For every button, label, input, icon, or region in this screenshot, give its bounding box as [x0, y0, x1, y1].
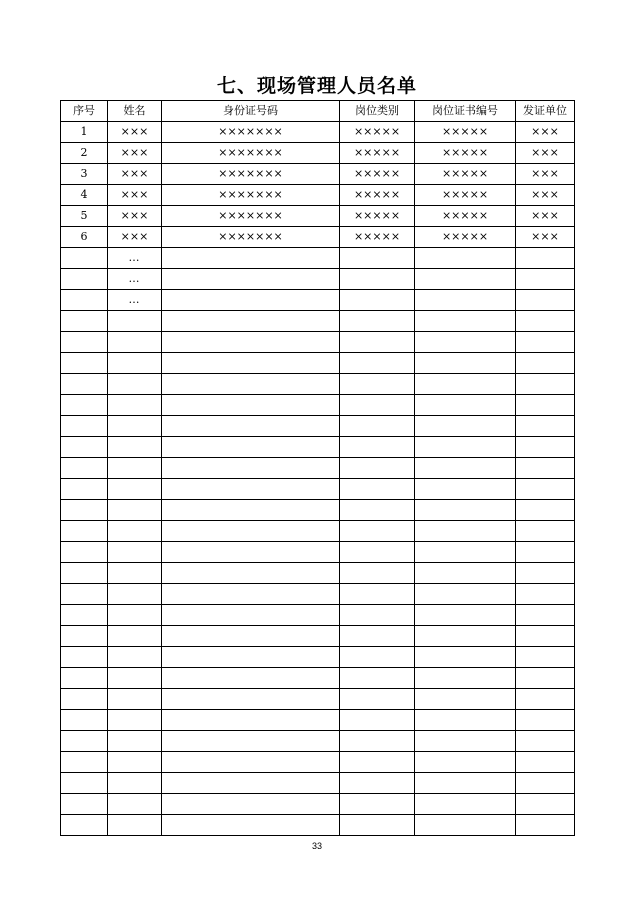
cell-certificate-number	[415, 584, 516, 605]
cell-issuing-authority	[516, 332, 575, 353]
cell-name	[108, 689, 162, 710]
cell-issuing-authority	[516, 605, 575, 626]
table-row	[61, 794, 575, 815]
cell-name	[108, 500, 162, 521]
table-row	[61, 584, 575, 605]
cell-name	[108, 647, 162, 668]
cell-position-category	[340, 521, 415, 542]
cell-id-number	[162, 353, 340, 374]
cell-name	[108, 794, 162, 815]
cell-certificate-number	[415, 332, 516, 353]
cell-index	[61, 374, 108, 395]
table-row	[61, 290, 575, 311]
cell-name	[108, 584, 162, 605]
table-row	[61, 500, 575, 521]
cell-index	[61, 479, 108, 500]
cell-certificate-number: ×××××	[415, 227, 516, 248]
cell-position-category	[340, 500, 415, 521]
cell-name	[108, 395, 162, 416]
cell-index: 3	[61, 164, 108, 185]
cell-id-number	[162, 416, 340, 437]
cell-index: 2	[61, 143, 108, 164]
cell-issuing-authority	[516, 437, 575, 458]
cell-certificate-number: ×××××	[415, 122, 516, 143]
cell-certificate-number	[415, 374, 516, 395]
cell-name	[108, 815, 162, 836]
cell-position-category	[340, 542, 415, 563]
table-row	[61, 479, 575, 500]
cell-certificate-number	[415, 500, 516, 521]
cell-position-category	[340, 374, 415, 395]
cell-issuing-authority	[516, 794, 575, 815]
cell-name	[108, 479, 162, 500]
cell-issuing-authority	[516, 710, 575, 731]
table-row	[61, 458, 575, 479]
cell-issuing-authority	[516, 395, 575, 416]
cell-id-number: ×××××××	[162, 206, 340, 227]
table-row	[61, 521, 575, 542]
cell-name: ×××	[108, 164, 162, 185]
cell-id-number	[162, 710, 340, 731]
cell-index	[61, 542, 108, 563]
cell-position-category	[340, 584, 415, 605]
cell-certificate-number	[415, 668, 516, 689]
cell-index	[61, 395, 108, 416]
cell-name	[108, 416, 162, 437]
cell-id-number	[162, 269, 340, 290]
cell-name	[108, 731, 162, 752]
cell-index	[61, 605, 108, 626]
cell-index	[61, 668, 108, 689]
cell-name: …	[108, 269, 162, 290]
cell-position-category	[340, 437, 415, 458]
table-row	[61, 437, 575, 458]
cell-issuing-authority	[516, 731, 575, 752]
cell-index	[61, 752, 108, 773]
header-issuing-authority: 发证单位	[516, 101, 575, 122]
cell-position-category	[340, 794, 415, 815]
cell-position-category	[340, 479, 415, 500]
cell-issuing-authority	[516, 563, 575, 584]
cell-id-number	[162, 332, 340, 353]
cell-index: 4	[61, 185, 108, 206]
cell-issuing-authority	[516, 458, 575, 479]
table-row	[61, 647, 575, 668]
cell-issuing-authority: ×××	[516, 143, 575, 164]
cell-certificate-number	[415, 626, 516, 647]
table-row	[61, 542, 575, 563]
table-row	[61, 374, 575, 395]
cell-issuing-authority	[516, 290, 575, 311]
cell-position-category	[340, 710, 415, 731]
table-row	[61, 395, 575, 416]
cell-position-category	[340, 269, 415, 290]
cell-issuing-authority	[516, 500, 575, 521]
cell-name: ×××	[108, 206, 162, 227]
cell-index	[61, 458, 108, 479]
cell-index	[61, 689, 108, 710]
cell-position-category	[340, 563, 415, 584]
cell-issuing-authority	[516, 626, 575, 647]
cell-issuing-authority	[516, 248, 575, 269]
cell-certificate-number	[415, 563, 516, 584]
cell-id-number	[162, 647, 340, 668]
cell-issuing-authority: ×××	[516, 164, 575, 185]
table-row	[61, 563, 575, 584]
cell-name: …	[108, 290, 162, 311]
table-row	[61, 752, 575, 773]
cell-position-category	[340, 290, 415, 311]
cell-id-number	[162, 626, 340, 647]
table-row	[61, 122, 575, 143]
cell-name	[108, 437, 162, 458]
cell-id-number	[162, 500, 340, 521]
cell-index	[61, 290, 108, 311]
cell-issuing-authority: ×××	[516, 206, 575, 227]
cell-id-number	[162, 668, 340, 689]
cell-issuing-authority: ×××	[516, 122, 575, 143]
table-row	[61, 710, 575, 731]
header-position-category: 岗位类别	[340, 101, 415, 122]
cell-name	[108, 752, 162, 773]
table-row	[61, 689, 575, 710]
cell-name	[108, 626, 162, 647]
cell-certificate-number: ×××××	[415, 185, 516, 206]
cell-index	[61, 416, 108, 437]
table-row	[61, 416, 575, 437]
cell-name	[108, 458, 162, 479]
cell-index	[61, 710, 108, 731]
cell-index: 5	[61, 206, 108, 227]
cell-issuing-authority	[516, 479, 575, 500]
cell-index	[61, 563, 108, 584]
cell-position-category	[340, 458, 415, 479]
cell-id-number	[162, 437, 340, 458]
header-id-number: 身份证号码	[162, 101, 340, 122]
cell-certificate-number	[415, 416, 516, 437]
cell-issuing-authority	[516, 269, 575, 290]
table-row	[61, 311, 575, 332]
cell-certificate-number	[415, 248, 516, 269]
cell-name: ×××	[108, 143, 162, 164]
cell-id-number	[162, 752, 340, 773]
cell-index	[61, 731, 108, 752]
cell-position-category	[340, 773, 415, 794]
cell-certificate-number	[415, 815, 516, 836]
header-name: 姓名	[108, 101, 162, 122]
cell-issuing-authority	[516, 815, 575, 836]
cell-index	[61, 500, 108, 521]
table-header-row	[61, 101, 575, 122]
table-row	[61, 626, 575, 647]
cell-certificate-number	[415, 437, 516, 458]
cell-position-category: ×××××	[340, 185, 415, 206]
cell-id-number	[162, 458, 340, 479]
table-row	[61, 353, 575, 374]
cell-id-number: ×××××××	[162, 122, 340, 143]
cell-certificate-number	[415, 458, 516, 479]
table-row	[61, 164, 575, 185]
cell-id-number	[162, 248, 340, 269]
cell-name	[108, 521, 162, 542]
cell-position-category: ×××××	[340, 122, 415, 143]
table-row	[61, 815, 575, 836]
cell-name	[108, 563, 162, 584]
cell-name	[108, 773, 162, 794]
cell-name: ×××	[108, 227, 162, 248]
cell-index	[61, 269, 108, 290]
cell-position-category	[340, 815, 415, 836]
cell-position-category	[340, 605, 415, 626]
cell-issuing-authority	[516, 311, 575, 332]
cell-id-number	[162, 311, 340, 332]
cell-name	[108, 311, 162, 332]
cell-index	[61, 584, 108, 605]
cell-name	[108, 332, 162, 353]
cell-position-category	[340, 647, 415, 668]
cell-position-category	[340, 395, 415, 416]
cell-issuing-authority	[516, 542, 575, 563]
table-row	[61, 269, 575, 290]
table-row	[61, 773, 575, 794]
cell-id-number	[162, 542, 340, 563]
cell-position-category	[340, 332, 415, 353]
cell-certificate-number	[415, 710, 516, 731]
cell-certificate-number	[415, 290, 516, 311]
cell-position-category	[340, 416, 415, 437]
cell-issuing-authority	[516, 584, 575, 605]
cell-index	[61, 353, 108, 374]
cell-certificate-number	[415, 773, 516, 794]
cell-issuing-authority	[516, 773, 575, 794]
cell-name	[108, 605, 162, 626]
cell-index	[61, 647, 108, 668]
cell-certificate-number	[415, 353, 516, 374]
staff-roster-table	[60, 100, 575, 836]
cell-id-number	[162, 395, 340, 416]
cell-issuing-authority	[516, 668, 575, 689]
cell-id-number	[162, 374, 340, 395]
cell-index	[61, 437, 108, 458]
cell-issuing-authority	[516, 752, 575, 773]
table-row	[61, 248, 575, 269]
header-certificate-number: 岗位证书编号	[415, 101, 516, 122]
cell-index	[61, 311, 108, 332]
cell-certificate-number	[415, 311, 516, 332]
cell-id-number	[162, 605, 340, 626]
cell-index	[61, 815, 108, 836]
table-row	[61, 605, 575, 626]
cell-position-category	[340, 626, 415, 647]
cell-certificate-number	[415, 521, 516, 542]
cell-position-category	[340, 248, 415, 269]
cell-issuing-authority	[516, 647, 575, 668]
cell-position-category	[340, 731, 415, 752]
cell-position-category	[340, 353, 415, 374]
cell-id-number	[162, 773, 340, 794]
cell-position-category	[340, 689, 415, 710]
cell-index	[61, 332, 108, 353]
cell-issuing-authority: ×××	[516, 185, 575, 206]
cell-name: ×××	[108, 185, 162, 206]
cell-id-number: ×××××××	[162, 185, 340, 206]
cell-name	[108, 710, 162, 731]
table-body	[61, 122, 575, 836]
cell-id-number	[162, 731, 340, 752]
header-index: 序号	[61, 101, 108, 122]
cell-id-number	[162, 521, 340, 542]
cell-position-category: ×××××	[340, 164, 415, 185]
cell-id-number	[162, 563, 340, 584]
table-row	[61, 668, 575, 689]
cell-index	[61, 794, 108, 815]
cell-certificate-number	[415, 479, 516, 500]
cell-index	[61, 626, 108, 647]
cell-id-number	[162, 479, 340, 500]
cell-name	[108, 353, 162, 374]
cell-certificate-number: ×××××	[415, 206, 516, 227]
cell-name	[108, 668, 162, 689]
cell-certificate-number	[415, 752, 516, 773]
cell-id-number	[162, 794, 340, 815]
cell-index: 1	[61, 122, 108, 143]
cell-id-number: ×××××××	[162, 227, 340, 248]
table-row	[61, 206, 575, 227]
cell-name: ×××	[108, 122, 162, 143]
cell-index	[61, 521, 108, 542]
page-number: 33	[311, 841, 322, 851]
cell-issuing-authority: ×××	[516, 227, 575, 248]
table-row	[61, 143, 575, 164]
cell-position-category: ×××××	[340, 206, 415, 227]
cell-id-number: ×××××××	[162, 143, 340, 164]
cell-certificate-number	[415, 605, 516, 626]
cell-certificate-number	[415, 731, 516, 752]
cell-id-number	[162, 584, 340, 605]
cell-id-number	[162, 815, 340, 836]
cell-certificate-number	[415, 395, 516, 416]
cell-certificate-number	[415, 689, 516, 710]
cell-certificate-number	[415, 542, 516, 563]
page-title: 七、现场管理人员名单	[216, 75, 417, 97]
cell-certificate-number	[415, 794, 516, 815]
cell-position-category	[340, 311, 415, 332]
table-row	[61, 731, 575, 752]
cell-index	[61, 773, 108, 794]
cell-issuing-authority	[516, 374, 575, 395]
cell-id-number: ×××××××	[162, 164, 340, 185]
table-row	[61, 332, 575, 353]
cell-issuing-authority	[516, 416, 575, 437]
cell-issuing-authority	[516, 689, 575, 710]
cell-certificate-number	[415, 647, 516, 668]
cell-position-category	[340, 752, 415, 773]
cell-name	[108, 374, 162, 395]
cell-certificate-number: ×××××	[415, 164, 516, 185]
cell-id-number	[162, 290, 340, 311]
cell-issuing-authority	[516, 353, 575, 374]
table-row	[61, 185, 575, 206]
cell-name: …	[108, 248, 162, 269]
cell-issuing-authority	[516, 521, 575, 542]
table-row	[61, 227, 575, 248]
cell-index	[61, 248, 108, 269]
cell-position-category	[340, 668, 415, 689]
cell-position-category: ×××××	[340, 143, 415, 164]
cell-id-number	[162, 689, 340, 710]
cell-name	[108, 542, 162, 563]
cell-index: 6	[61, 227, 108, 248]
cell-certificate-number	[415, 269, 516, 290]
cell-position-category: ×××××	[340, 227, 415, 248]
cell-certificate-number: ×××××	[415, 143, 516, 164]
